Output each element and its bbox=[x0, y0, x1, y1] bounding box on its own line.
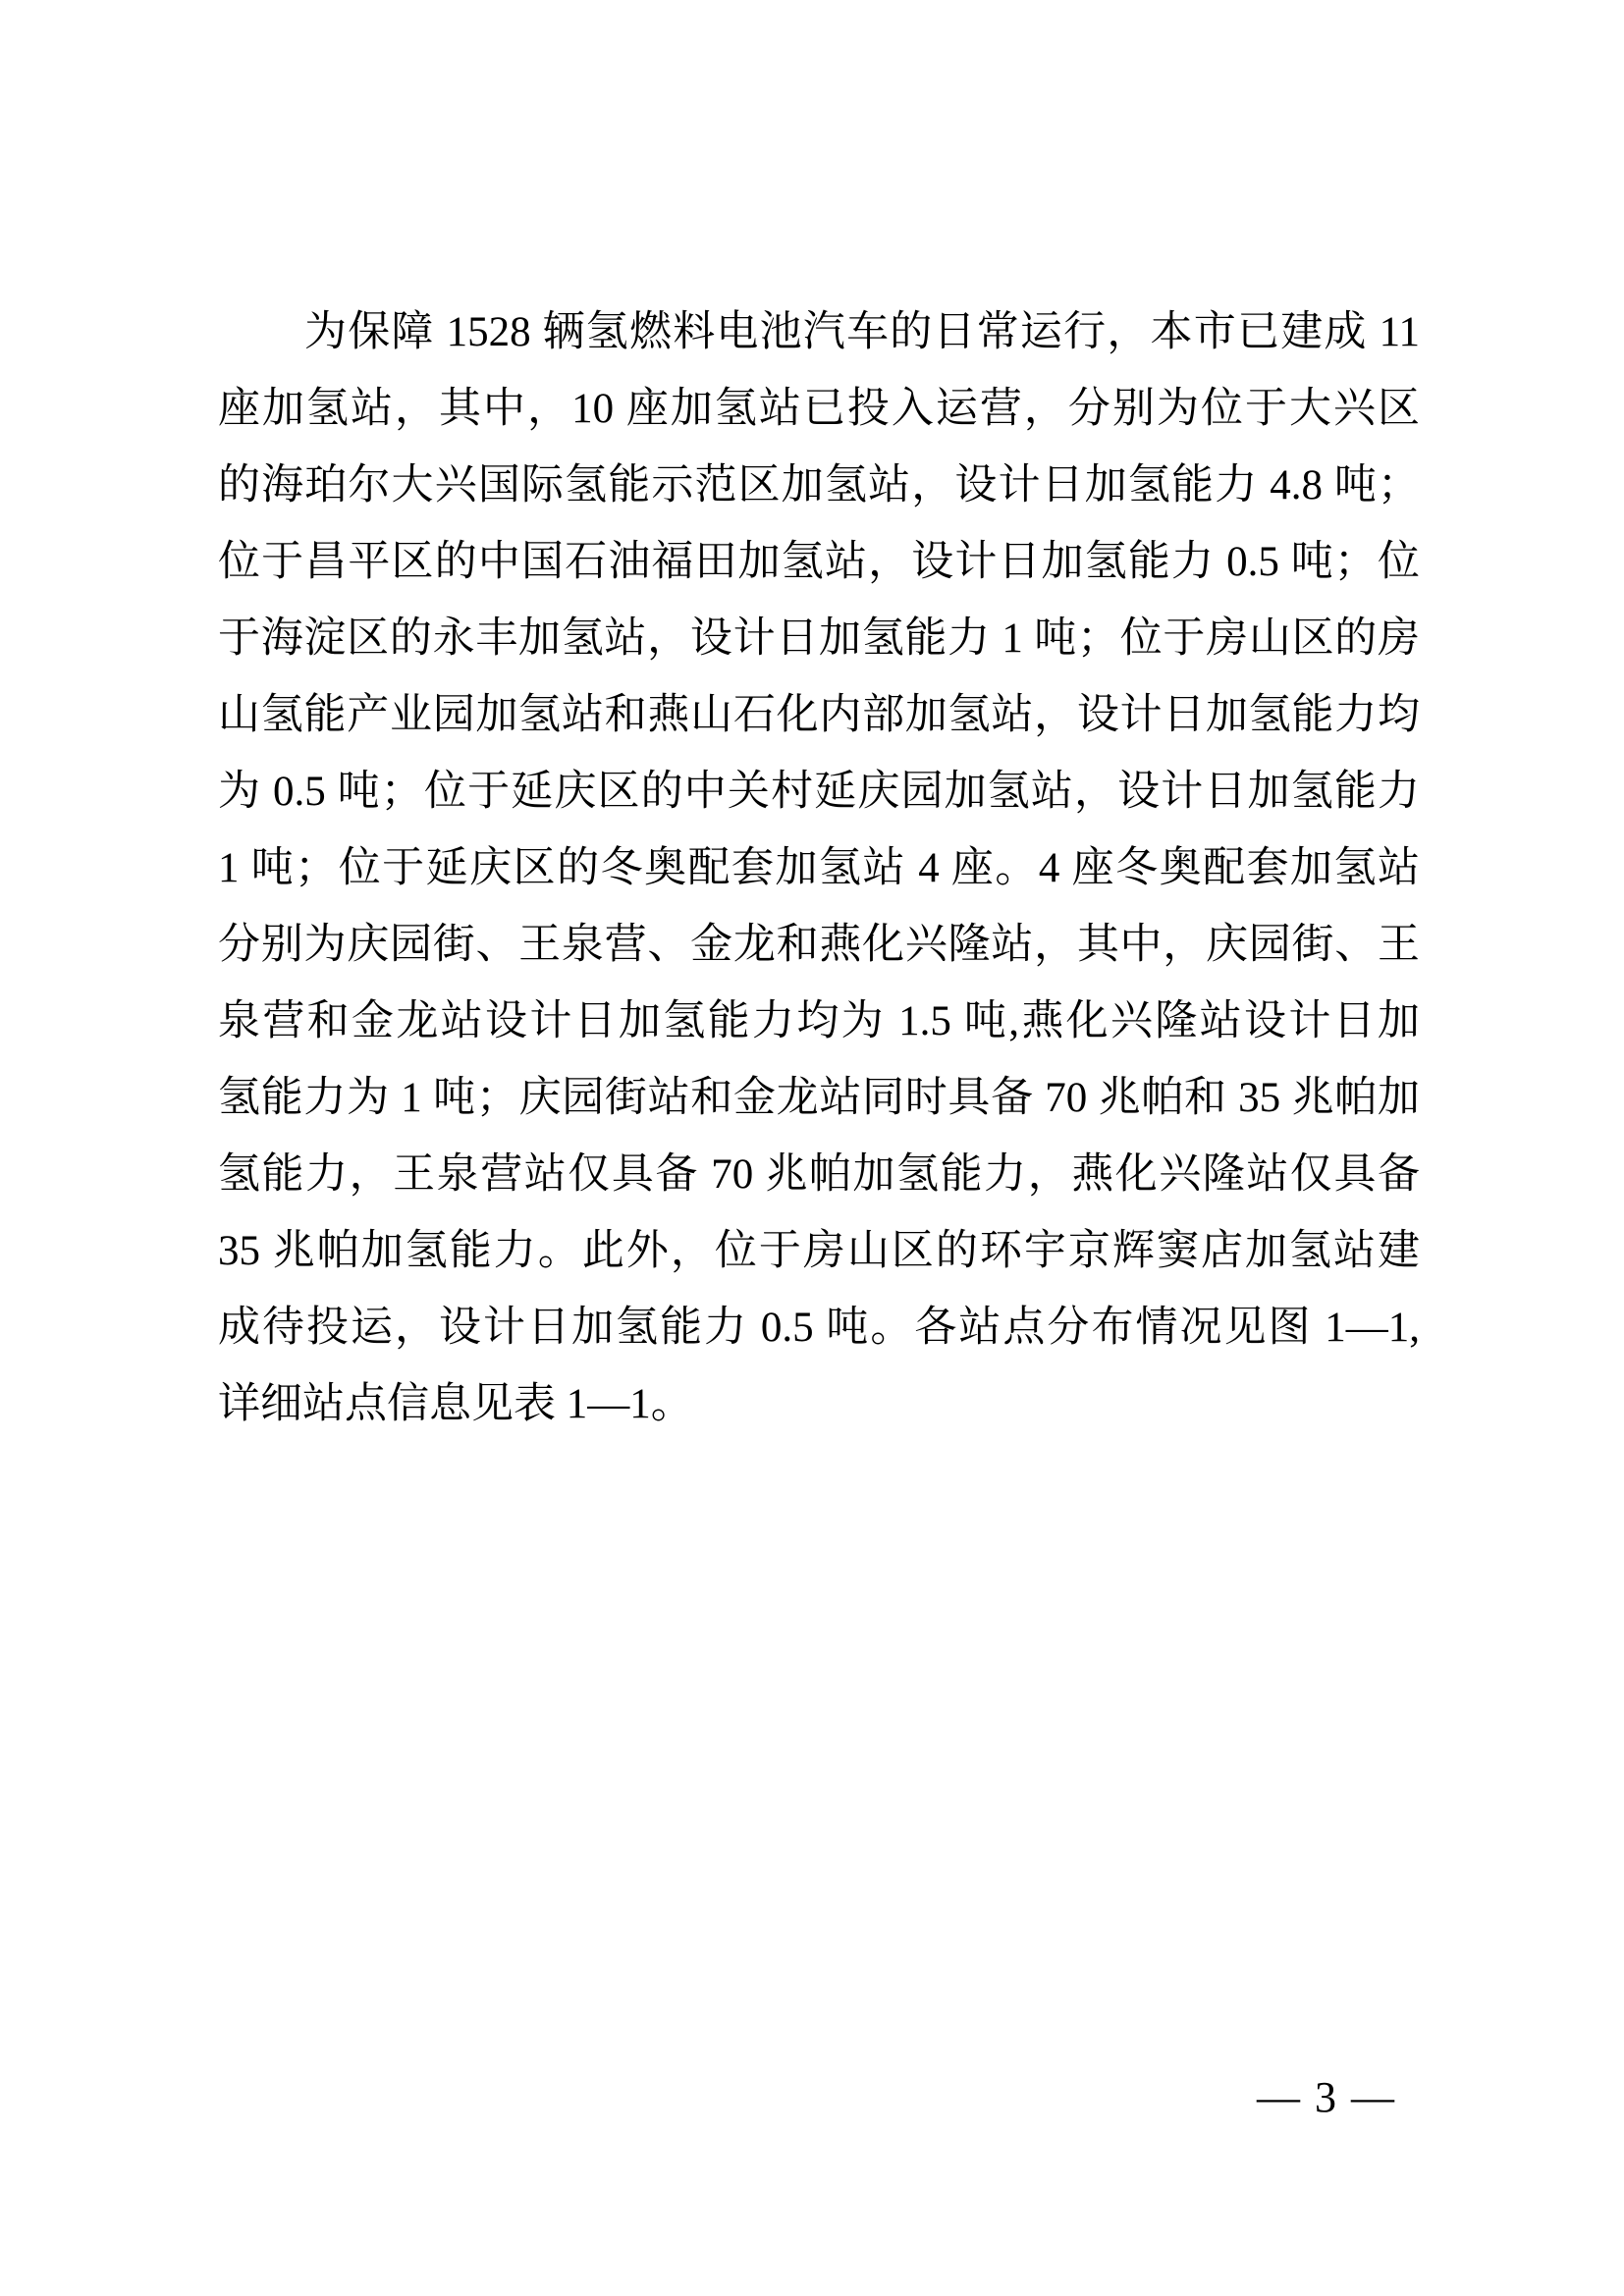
paragraph-line: 位于昌平区的中国石油福田加氢站，设计日加氢能力 0.5 吨；位 bbox=[218, 539, 1420, 585]
paragraph-line: 为保障 1528 辆氢燃料电池汽车的日常运行，本市已建成 11 bbox=[304, 309, 1420, 355]
paragraph-line: 的海珀尔大兴国际氢能示范区加氢站，设计日加氢能力 4.8 吨； bbox=[218, 462, 1420, 508]
paragraph-line: 氢能力为 1 吨；庆园街站和金龙站同时具备 70 兆帕和 35 兆帕加 bbox=[218, 1075, 1420, 1121]
paragraph-line: 座加氢站，其中，10 座加氢站已投入运营，分别为位于大兴区 bbox=[218, 386, 1420, 432]
paragraph-line: 详细站点信息见表 1—1。 bbox=[218, 1381, 693, 1427]
paragraph-line: 于海淀区的永丰加氢站，设计日加氢能力 1 吨；位于房山区的房 bbox=[218, 615, 1420, 662]
paragraph-line: 为 0.5 吨；位于延庆区的中关村延庆园加氢站，设计日加氢能力 bbox=[218, 769, 1420, 815]
paragraph-line: 氢能力，王泉营站仅具备 70 兆帕加氢能力，燕化兴隆站仅具备 bbox=[218, 1151, 1420, 1198]
paragraph-line: 泉营和金龙站设计日加氢能力均为 1.5 吨,燕化兴隆站设计日加 bbox=[218, 998, 1420, 1044]
body-paragraph bbox=[218, 294, 1420, 1443]
paragraph-line: 35 兆帕加氢能力。此外，位于房山区的环宇京辉窦店加氢站建 bbox=[218, 1228, 1420, 1274]
paragraph-line: 1 吨；位于延庆区的冬奥配套加氢站 4 座。4 座冬奥配套加氢站 bbox=[218, 845, 1420, 891]
page-number: — 3 — bbox=[1257, 2073, 1396, 2121]
paragraph-line: 分别为庆园街、王泉营、金龙和燕化兴隆站，其中，庆园街、王 bbox=[218, 922, 1420, 968]
paragraph-line: 成待投运，设计日加氢能力 0.5 吨。各站点分布情况见图 1—1, bbox=[218, 1305, 1420, 1351]
paragraph-line: 山氢能产业园加氢站和燕山石化内部加氢站，设计日加氢能力均 bbox=[218, 692, 1420, 738]
